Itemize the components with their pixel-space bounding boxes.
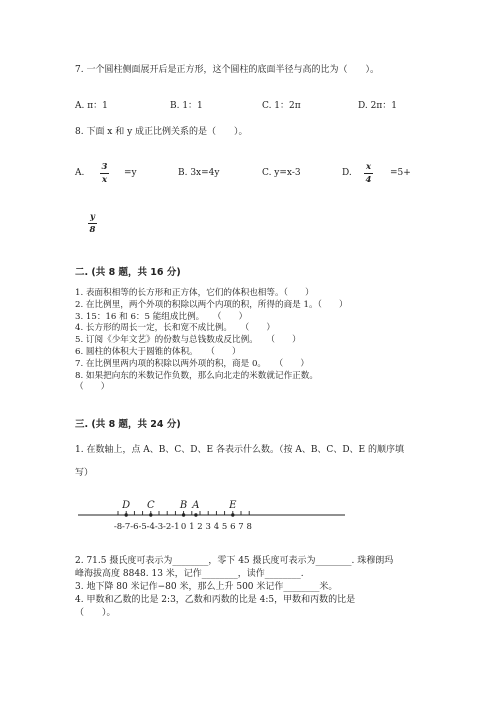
s3-fill-blank-list <box>75 555 393 620</box>
number-line-tick-label: 6 <box>230 522 236 532</box>
number-line-tick-label: -1 <box>171 522 180 532</box>
fraction-denominator: 4 <box>365 175 372 185</box>
true-false-item: 3. 15：16 和 6：5 能组成比例。 （ ） <box>75 311 248 322</box>
section2-title: 二. (共 8 题，共 16 分) <box>75 267 181 278</box>
fraction-denominator: 8 <box>89 225 96 235</box>
q8-option-d-fraction <box>364 162 373 185</box>
number-line-point <box>194 513 197 516</box>
q7-option-b: B. 1：1 <box>170 101 203 111</box>
fraction-bar <box>88 223 97 224</box>
fill-blank-line: 4. 甲数和乙数的比是 2:3，乙数和丙数的比是 4:5，甲数和丙数的比是 <box>75 595 356 605</box>
number-line-tick-label: -8 <box>113 522 123 532</box>
q8-option-c: C. y=x-3 <box>262 168 301 178</box>
number-line-point-label: E <box>229 500 237 511</box>
number-line-tick-label: -6 <box>130 522 139 532</box>
number-line-tick-label: 5 <box>221 522 228 532</box>
true-false-item: 2. 在比例里，两个外项的积除以两个内项的积，所得的商是 1。（ ） <box>75 299 348 310</box>
true-false-item: 4. 长方形的周长一定，长和宽不成比例。 （ ） <box>75 323 275 334</box>
number-line-point <box>149 513 152 516</box>
true-false-item-continuation: （ ） <box>75 382 110 393</box>
q8-stem: 8. 下面 x 和 y 成正比例关系的是（ ）。 <box>75 127 248 137</box>
q8-option-a-fraction <box>100 162 109 185</box>
fill-blank-line: 峰海拔高度 8848. 13 米，记作________，读作________. <box>75 569 304 579</box>
q7-stem: 7. 一个圆柱侧面展开后是正方形，这个圆柱的底面半径与高的比为（ ）。 <box>75 65 379 75</box>
q8-option-b: B. 3x=4y <box>178 168 220 178</box>
number-line-point <box>231 513 234 516</box>
number-line-tick-label: -4 <box>146 522 155 532</box>
s3-q1-line1: 1. 在数轴上，点 A、B、C、D、E 各表示什么数。（按 A、B、C、D、E 的顺序填 <box>75 445 404 455</box>
number-line <box>0 490 500 540</box>
number-line-tick-label: -3 <box>154 522 164 532</box>
number-line-tick-label: 7 <box>238 522 244 532</box>
number-line-point <box>125 513 128 516</box>
number-line-tick-label: -7 <box>122 522 131 532</box>
section3-title: 三. (共 8 题，共 24 分) <box>75 419 181 430</box>
number-line-tick-label: 1 <box>189 522 195 532</box>
fraction-bar <box>100 173 109 174</box>
q8-option-a-label: A. <box>75 168 85 178</box>
number-line-point-label: B <box>179 500 188 511</box>
fraction-bar <box>364 173 373 174</box>
true-false-item: 8. 如果把向东的米数记作负数，那么向北走的米数就记作正数。 <box>75 370 318 381</box>
number-line-tick-label: -2 <box>163 522 172 532</box>
q8-option-d-tail-fraction <box>88 212 97 235</box>
fill-blank-line: 2. 71.5 摄氏度可表示为________，零下 45 摄氏度可表示为________. 珠穆朗玛 <box>75 556 394 566</box>
fraction-numerator: 3 <box>101 162 108 172</box>
q8-option-d-label: D. <box>342 168 352 178</box>
number-line-tick-label: -5 <box>138 522 147 532</box>
q7-option-c: C. 1：2π <box>262 101 301 111</box>
true-false-item: 7. 在比例里两内项的积除以两外项的积，商是 0。 （ ） <box>75 358 309 369</box>
number-line-tick-label: 2 <box>197 522 203 532</box>
fraction-numerator: x <box>365 162 372 172</box>
number-line-tick-label: 4 <box>213 522 220 532</box>
fill-blank-line: （ ）。 <box>75 608 116 618</box>
fraction-numerator: y <box>90 212 95 222</box>
fill-blank-line: 3. 地下降 80 米记作−80 米，那么上升 500 米记作________米。 <box>75 582 338 592</box>
q8-option-a-rhs: =y <box>124 168 137 178</box>
q8-option-d-rhs: =5+ <box>390 168 411 178</box>
s3-q1-line2: 写） <box>75 468 94 478</box>
true-false-item: 6. 圆柱的体积大于圆锥的体积。 （ ） <box>75 346 241 357</box>
true-false-item: 1. 表面积相等的长方形和正方体，它们的体积也相等。（ ） <box>75 288 314 298</box>
q7-option-a: A. π：1 <box>75 101 108 111</box>
number-line-point-label: C <box>146 500 155 511</box>
number-line-tick-label: 3 <box>205 522 211 532</box>
q7-option-d: D. 2π：1 <box>358 101 397 111</box>
true-false-item: 5. 订阅《少年文艺》的份数与总钱数成反比例。 （ ） <box>75 335 301 346</box>
section2-list <box>75 288 348 394</box>
number-line-tick-label: 8 <box>246 522 252 532</box>
fraction-denominator: x <box>101 175 108 185</box>
number-line-point-label: D <box>122 500 131 511</box>
number-line-point <box>182 513 185 516</box>
number-line-tick-label: 0 <box>180 522 187 532</box>
number-line-point-label: A <box>192 500 200 511</box>
